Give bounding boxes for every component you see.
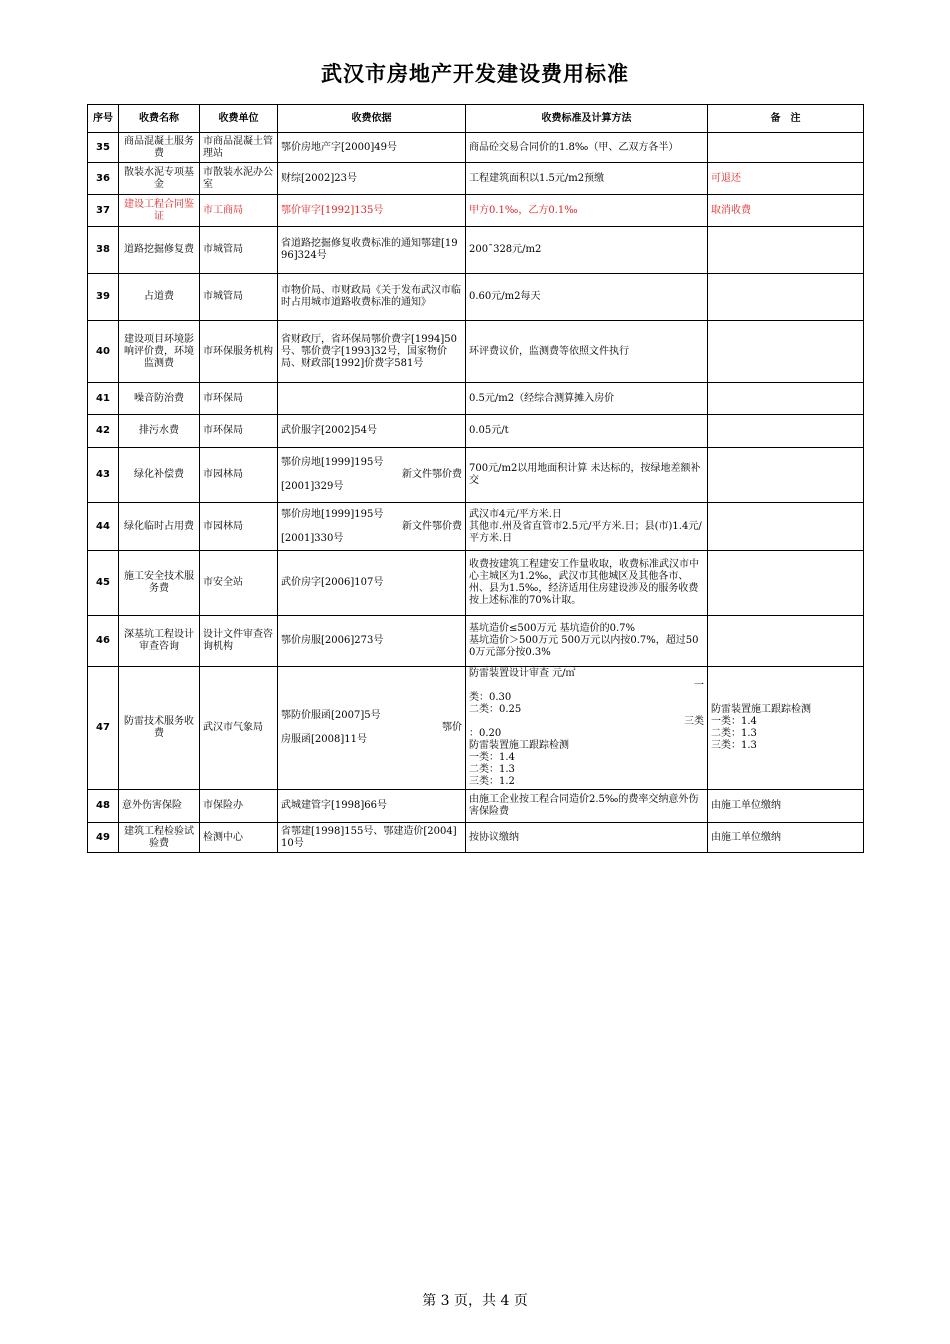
standard-line: 二类：1.3 bbox=[469, 764, 515, 775]
row-basis bbox=[278, 667, 466, 790]
row-seq: 41 bbox=[88, 383, 119, 415]
standard-line: 一类：1.4 bbox=[469, 752, 515, 763]
row-standard: 甲方0.1‰，乙方0.1‰ bbox=[466, 195, 708, 227]
row-name: 防雷技术服务收费 bbox=[119, 667, 200, 790]
row-unit: 武汉市气象局 bbox=[200, 667, 278, 790]
row-name: 深基坑工程设计审查咨询 bbox=[119, 616, 200, 667]
standard-line: 其他市.州及省直管市2.5元/平方米.日；县(市)1.4元/平方米.日 bbox=[469, 520, 702, 544]
note-line: 三类：1.3 bbox=[711, 740, 757, 751]
row-note: 由施工单位缴纳 bbox=[708, 823, 864, 853]
header-basis: 收费依据 bbox=[278, 105, 466, 133]
table-row bbox=[88, 790, 864, 823]
table-row bbox=[88, 551, 864, 616]
row-basis: 鄂价审字[1992]135号 bbox=[278, 195, 466, 227]
table-row bbox=[88, 415, 864, 448]
row-seq: 35 bbox=[88, 133, 119, 163]
standard-line: 三类：1.2 bbox=[469, 776, 515, 787]
basis-line: [2001]329号 bbox=[281, 481, 344, 492]
row-seq: 44 bbox=[88, 503, 119, 551]
row-name: 散装水泥专项基金 bbox=[119, 163, 200, 195]
row-note bbox=[708, 321, 864, 383]
row-note bbox=[708, 503, 864, 551]
row-standard: 700元/m2以用地面积计算 未达标的，按绿地差额补交 bbox=[466, 448, 708, 503]
basis-line: 鄂防价服函[2007]5号 bbox=[281, 710, 381, 721]
row-unit: 设计文件审查咨询机构 bbox=[200, 616, 278, 667]
row-standard: 由施工企业按工程合同造价2.5‰的费率交纳意外伤害保险费 bbox=[466, 790, 708, 823]
standard-line: 防雷装置设计审查 元/㎡ bbox=[469, 668, 576, 679]
row-basis: 省鄂建[1998]155号、鄂建造价[2004]10号 bbox=[278, 823, 466, 853]
row-unit: 市散装水泥办公室 bbox=[200, 163, 278, 195]
row-standard: 收费按建筑工程建安工作量收取，收费标准武汉市中心主城区为1.2‰，武汉市其他城区及其他各市、州、县为1.5‰，经济适用住房建设涉及的服务收费按上述标准的70%计取。 bbox=[466, 551, 708, 616]
table-row bbox=[88, 227, 864, 274]
row-unit: 市城管局 bbox=[200, 274, 278, 321]
row-seq: 37 bbox=[88, 195, 119, 227]
row-name: 道路挖掘修复费 bbox=[119, 227, 200, 274]
row-name: 占道费 bbox=[119, 274, 200, 321]
row-name: 意外伤害保险 bbox=[119, 790, 200, 823]
header-name: 收费名称 bbox=[119, 105, 200, 133]
row-seq: 49 bbox=[88, 823, 119, 853]
row-basis: 鄂价房地产字[2000]49号 bbox=[278, 133, 466, 163]
basis-line: [2001]330号 bbox=[281, 532, 344, 544]
note-line: 二类：1.3 bbox=[711, 728, 757, 739]
row-standard bbox=[466, 616, 708, 667]
basis-line: 鄂价房地[1999]195号 bbox=[281, 508, 384, 520]
row-note bbox=[708, 551, 864, 616]
row-standard: 按协议缴纳 bbox=[466, 823, 708, 853]
page-title: 武汉市房地产开发建设费用标准 bbox=[321, 62, 629, 86]
row-unit: 市安全站 bbox=[200, 551, 278, 616]
row-unit: 市商品混凝土管理站 bbox=[200, 133, 278, 163]
table-header-row bbox=[88, 105, 864, 133]
row-basis: 省财政厅，省环保局鄂价费字[1994]50号、鄂价费字[1993]32号，国家物价局、财政部[1992]价费字581号 bbox=[278, 321, 466, 383]
row-unit: 市环保服务机构 bbox=[200, 321, 278, 383]
row-name: 施工安全技术服务费 bbox=[119, 551, 200, 616]
row-name: 绿化临时占用费 bbox=[119, 503, 200, 551]
row-unit: 市园林局 bbox=[200, 503, 278, 551]
row-unit: 市工商局 bbox=[200, 195, 278, 227]
table-row bbox=[88, 823, 864, 853]
standard-line: 类：0.30 bbox=[469, 692, 512, 703]
row-standard: 200¯328元/m2 bbox=[466, 227, 708, 274]
header-seq: 序号 bbox=[88, 105, 119, 133]
table-row bbox=[88, 616, 864, 667]
row-name: 绿化补偿费 bbox=[119, 448, 200, 503]
row-note bbox=[708, 227, 864, 274]
row-basis bbox=[278, 503, 466, 551]
row-name: 建筑工程检验试验费 bbox=[119, 823, 200, 853]
row-basis: 财综[2002]23号 bbox=[278, 163, 466, 195]
standard-line: 武汉市4元/平方米.日 bbox=[469, 508, 562, 520]
row-name: 建设项目环境影响评价费，环境监测费 bbox=[119, 321, 200, 383]
row-seq: 36 bbox=[88, 163, 119, 195]
table-row bbox=[88, 503, 864, 551]
row-note: 由施工单位缴纳 bbox=[708, 790, 864, 823]
row-name: 建设工程合同鉴证 bbox=[119, 195, 200, 227]
header-standard: 收费标准及计算方法 bbox=[466, 105, 708, 133]
standard-line: ：0.20 bbox=[469, 728, 502, 739]
row-unit: 市环保局 bbox=[200, 415, 278, 448]
row-basis: 武价服字[2002]54号 bbox=[278, 415, 466, 448]
row-note bbox=[708, 448, 864, 503]
standard-line: 三类 bbox=[684, 716, 704, 727]
row-basis bbox=[278, 383, 466, 415]
basis-line: 鄂价 bbox=[442, 722, 462, 733]
row-basis: 武城建管字[1998]66号 bbox=[278, 790, 466, 823]
row-note bbox=[708, 616, 864, 667]
basis-line: 新文件鄂价费 bbox=[402, 520, 462, 532]
header-note: 备 注 bbox=[708, 105, 864, 133]
row-basis: 武价房字[2006]107号 bbox=[278, 551, 466, 616]
row-name: 排污水费 bbox=[119, 415, 200, 448]
row-seq: 43 bbox=[88, 448, 119, 503]
row-unit: 市城管局 bbox=[200, 227, 278, 274]
row-unit: 市环保局 bbox=[200, 383, 278, 415]
row-standard: 0.05元/t bbox=[466, 415, 708, 448]
row-note: 可退还 bbox=[708, 163, 864, 195]
table-row bbox=[88, 133, 864, 163]
row-standard: 环评费议价，监测费等依照文件执行 bbox=[466, 321, 708, 383]
header-unit: 收费单位 bbox=[200, 105, 278, 133]
row-note: 取消收费 bbox=[708, 195, 864, 227]
row-basis bbox=[278, 448, 466, 503]
row-standard: 0.5元/m2（经综合测算摊入房价 bbox=[466, 383, 708, 415]
note-line: 一类：1.4 bbox=[711, 716, 757, 727]
table-row bbox=[88, 321, 864, 383]
row-seq: 48 bbox=[88, 790, 119, 823]
row-seq: 39 bbox=[88, 274, 119, 321]
row-basis: 省道路挖掘修复收费标准的通知鄂建[1996]324号 bbox=[278, 227, 466, 274]
table-row bbox=[88, 448, 864, 503]
row-seq: 47 bbox=[88, 667, 119, 790]
standard-line: 基坑造价＞500万元 500万元以内按0.7%，超过500万元部分按0.3% bbox=[469, 635, 699, 658]
basis-line: 鄂价房地[1999]195号 bbox=[281, 457, 384, 468]
row-basis: 市物价局、市财政局《关于发布武汉市临时占用城市道路收费标准的通知》 bbox=[278, 274, 466, 321]
table-row bbox=[88, 274, 864, 321]
table-row bbox=[88, 163, 864, 195]
row-standard bbox=[466, 503, 708, 551]
row-standard: 0.60元/m2每天 bbox=[466, 274, 708, 321]
row-name: 商品混凝土服务费 bbox=[119, 133, 200, 163]
table-row bbox=[88, 667, 864, 790]
page-number-footer: 第 3 页，共 4 页 bbox=[422, 1293, 528, 1309]
row-note bbox=[708, 667, 864, 790]
row-note bbox=[708, 274, 864, 321]
standard-line: 基坑造价≤500万元 基坑造价的0.7% bbox=[469, 623, 636, 634]
row-note bbox=[708, 133, 864, 163]
row-seq: 42 bbox=[88, 415, 119, 448]
row-standard bbox=[466, 667, 708, 790]
note-line: 防雷装置施工跟踪检测 bbox=[711, 704, 811, 715]
basis-line: 新文件鄂价费 bbox=[402, 469, 462, 480]
row-seq: 45 bbox=[88, 551, 119, 616]
row-note bbox=[708, 415, 864, 448]
row-standard: 工程建筑面积以1.5元/m2预缴 bbox=[466, 163, 708, 195]
row-seq: 40 bbox=[88, 321, 119, 383]
row-basis: 鄂价房服[2006]273号 bbox=[278, 616, 466, 667]
row-seq: 38 bbox=[88, 227, 119, 274]
table-row bbox=[88, 195, 864, 227]
table-row bbox=[88, 383, 864, 415]
standard-line: 防雷装置施工跟踪检测 bbox=[469, 740, 569, 751]
row-note bbox=[708, 383, 864, 415]
standard-line: 一 bbox=[694, 680, 704, 691]
standard-line: 二类：0.25 bbox=[469, 704, 522, 715]
row-name: 噪音防治费 bbox=[119, 383, 200, 415]
row-seq: 46 bbox=[88, 616, 119, 667]
row-unit: 市园林局 bbox=[200, 448, 278, 503]
basis-line: 房服函[2008]11号 bbox=[281, 734, 367, 745]
row-unit: 市保险办 bbox=[200, 790, 278, 823]
row-standard: 商品砼交易合同价的1.8‰（甲、乙双方各半） bbox=[466, 133, 708, 163]
row-unit: 检测中心 bbox=[200, 823, 278, 853]
fee-table bbox=[87, 104, 864, 853]
